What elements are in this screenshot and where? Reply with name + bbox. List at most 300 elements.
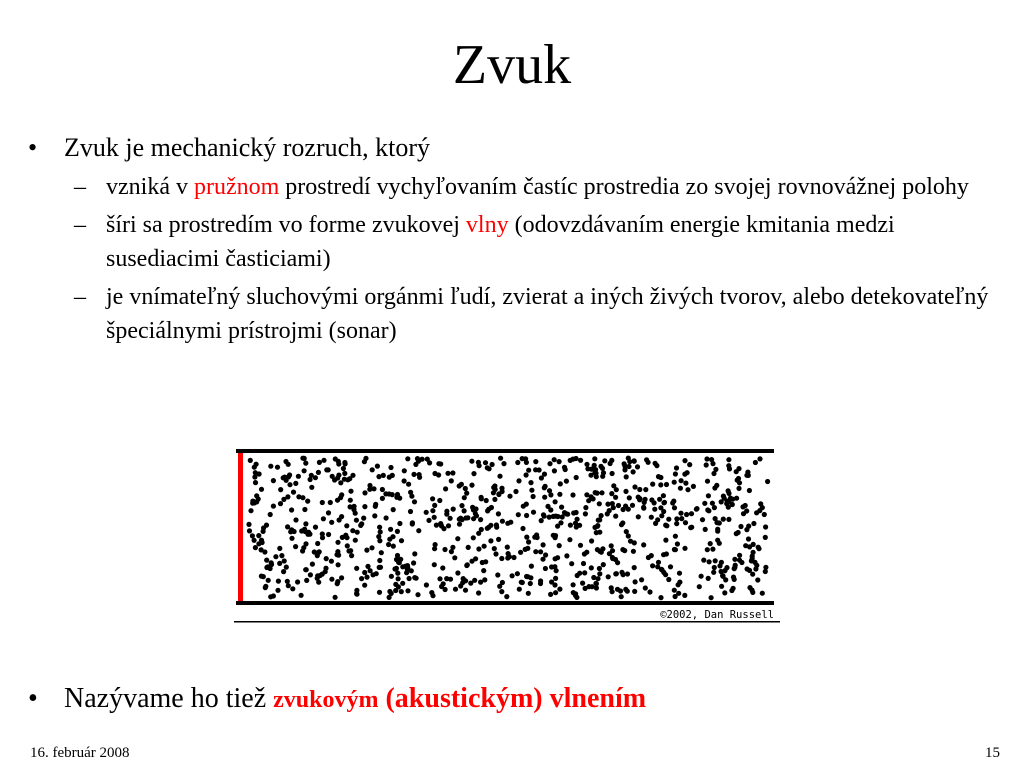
particle-dot — [339, 514, 344, 519]
particle-dot — [469, 483, 474, 488]
particle-dot — [632, 565, 637, 570]
particle-dot — [408, 490, 413, 495]
particle-dot — [580, 581, 585, 586]
particle-dot — [643, 585, 648, 590]
particle-dot — [765, 479, 770, 484]
particle-dot — [377, 590, 382, 595]
particle-dot — [670, 500, 675, 505]
particle-dot — [618, 588, 623, 593]
particle-dot — [520, 580, 525, 585]
sub-bullet-2-after: (odovzdávaním energie kmitania medzi susediacimi časticiami) — [106, 212, 895, 272]
particle-dot — [533, 459, 538, 464]
particle-dot — [290, 586, 295, 591]
particle-dot — [455, 536, 460, 541]
particle-dot — [381, 473, 386, 478]
particle-dot — [315, 576, 320, 581]
particle-dot — [377, 558, 382, 563]
particle-dot — [676, 582, 681, 587]
particle-dot — [433, 542, 438, 547]
particle-dot — [449, 478, 454, 483]
particle-dot — [674, 465, 679, 470]
particle-dot — [574, 510, 579, 515]
particle-dot — [599, 513, 604, 518]
particle-dot — [465, 562, 470, 567]
particle-dot — [271, 593, 276, 598]
particle-dot — [317, 460, 322, 465]
particle-dot — [517, 587, 522, 592]
particle-dot — [289, 507, 294, 512]
particle-dot — [731, 575, 736, 580]
particle-dot — [687, 462, 692, 467]
particle-dot — [658, 595, 663, 600]
particle-dot — [415, 592, 420, 597]
particle-dot — [473, 556, 478, 561]
particle-dot — [753, 460, 758, 465]
particle-dot — [399, 538, 404, 543]
particle-dot — [708, 541, 713, 546]
bullet-main — [28, 130, 1008, 348]
particle-dot — [513, 489, 518, 494]
particle-dot — [329, 559, 334, 564]
particle-dot — [623, 587, 628, 592]
particle-dot — [516, 512, 521, 517]
particle-dot — [394, 566, 399, 571]
particle-dot — [763, 524, 768, 529]
sound-wave-particle-animation — [234, 446, 780, 624]
particle-dot — [341, 466, 346, 471]
particle-dot — [706, 576, 711, 581]
particle-dot — [641, 506, 646, 511]
particle-dot — [491, 490, 496, 495]
particle-dot — [296, 494, 301, 499]
particle-dot — [338, 495, 343, 500]
particle-dot — [380, 487, 385, 492]
particle-dot — [391, 544, 396, 549]
particle-dot — [424, 510, 429, 515]
particle-dot — [541, 512, 546, 517]
particle-dot — [287, 482, 292, 487]
particle-dot — [538, 549, 543, 554]
particle-dot — [476, 531, 481, 536]
particle-dot — [672, 480, 677, 485]
particle-dot — [740, 504, 745, 509]
particle-dot — [643, 487, 648, 492]
sub-bullet-3-text: je vnímateľný sluchovými orgánmi ľudí, zvierat a iných živých tvorov, alebo detekovateľný špeciálnymi prístrojmi (sonar) — [106, 284, 989, 344]
particle-dot — [252, 538, 257, 543]
particle-dot — [511, 555, 516, 560]
particle-dot — [499, 486, 504, 491]
particle-dot — [303, 461, 308, 466]
particle-dot — [437, 498, 442, 503]
particle-dot — [316, 470, 321, 475]
particle-dot — [362, 570, 367, 575]
particle-dot — [543, 484, 548, 489]
particle-dot — [559, 505, 564, 510]
particle-dot — [363, 456, 368, 461]
particle-dot — [370, 467, 375, 472]
particle-dot — [571, 582, 576, 587]
particle-dot — [715, 529, 720, 534]
particle-dot — [465, 515, 470, 520]
particle-dot — [548, 592, 553, 597]
particle-dot — [763, 535, 768, 540]
particle-dot — [641, 542, 646, 547]
particle-dot — [348, 489, 353, 494]
particle-dot — [703, 527, 708, 532]
particle-dot — [553, 590, 558, 595]
particle-dot — [607, 508, 612, 513]
particle-dot — [328, 500, 333, 505]
particle-dot — [737, 480, 742, 485]
particle-dot — [485, 526, 490, 531]
particle-dot — [676, 591, 681, 596]
particle-dot — [666, 517, 671, 522]
particle-dot — [391, 507, 396, 512]
particle-dot — [405, 588, 410, 593]
particle-dot — [578, 543, 583, 548]
particle-dot — [674, 521, 679, 526]
particle-dot — [647, 589, 652, 594]
particle-dot — [342, 477, 347, 482]
particle-dot — [299, 593, 304, 598]
particle-dot — [443, 486, 448, 491]
particle-dot — [496, 492, 501, 497]
particle-dot — [430, 508, 435, 513]
particle-dot — [610, 589, 615, 594]
particle-dot — [345, 543, 350, 548]
particle-dot — [507, 554, 512, 559]
particle-dot — [751, 542, 756, 547]
particle-dot — [682, 458, 687, 463]
particle-dot — [616, 503, 621, 508]
particle-dot — [336, 562, 341, 567]
particle-dot — [476, 590, 481, 595]
particle-dot — [592, 456, 597, 461]
particle-dot — [631, 549, 636, 554]
particle-dot — [737, 558, 742, 563]
particle-dot — [498, 456, 503, 461]
particle-dot — [291, 490, 296, 495]
particle-dot — [308, 572, 313, 577]
tube-top-wall — [236, 449, 774, 453]
particle-dot — [557, 492, 562, 497]
sub-bullet-list — [64, 170, 1008, 348]
particle-dot — [480, 560, 485, 565]
particle-dot — [705, 479, 710, 484]
particle-dot — [666, 577, 671, 582]
particle-dot — [304, 578, 309, 583]
particle-dot — [336, 459, 341, 464]
particle-dot — [553, 533, 558, 538]
particle-dot — [374, 571, 379, 576]
particle-dot — [448, 577, 453, 582]
particle-dot — [262, 549, 267, 554]
particle-dot — [315, 541, 320, 546]
particle-dot — [632, 540, 637, 545]
particle-dot — [684, 512, 689, 517]
particle-dot — [324, 467, 329, 472]
particle-dot — [523, 547, 528, 552]
particle-dot — [632, 589, 637, 594]
particle-dot — [597, 566, 602, 571]
particle-dot — [275, 465, 280, 470]
dash-mark: – — [74, 174, 86, 200]
bullet-list — [28, 130, 1008, 348]
particle-dot — [342, 471, 347, 476]
particle-dot — [699, 574, 704, 579]
particle-dot — [597, 501, 602, 506]
particle-dot — [694, 506, 699, 511]
particle-dot — [393, 588, 398, 593]
particle-dot — [483, 460, 488, 465]
particle-dot — [560, 514, 565, 519]
particle-dot — [697, 584, 702, 589]
particle-dot — [583, 511, 588, 516]
particle-dot — [675, 541, 680, 546]
particle-dot — [264, 558, 269, 563]
particle-dot — [379, 550, 384, 555]
particle-dot — [271, 504, 276, 509]
particle-dot — [462, 508, 467, 513]
particle-dot — [373, 504, 378, 509]
particle-dot — [564, 553, 569, 558]
particle-dot — [281, 569, 286, 574]
particle-dot — [448, 516, 453, 521]
particle-dot — [389, 574, 394, 579]
particle-dot — [478, 580, 483, 585]
particle-dot — [702, 501, 707, 506]
particle-dot — [263, 585, 268, 590]
particle-dot — [751, 521, 756, 526]
particle-dot — [476, 460, 481, 465]
particle-dot — [570, 492, 575, 497]
particle-dot — [429, 590, 434, 595]
particle-dot — [619, 570, 624, 575]
particle-dot — [528, 575, 533, 580]
particle-dot — [302, 468, 307, 473]
particle-dot — [388, 527, 393, 532]
particle-dot — [293, 544, 298, 549]
particle-dot — [300, 456, 305, 461]
particle-dot — [446, 523, 451, 528]
particle-dot — [412, 575, 417, 580]
particle-dot — [436, 461, 441, 466]
particle-dot — [437, 576, 442, 581]
particle-dot — [430, 496, 435, 501]
particle-dot — [520, 526, 525, 531]
particle-dot — [524, 513, 529, 518]
particle-dot — [717, 563, 722, 568]
particle-dot — [747, 488, 752, 493]
particle-dot — [383, 491, 388, 496]
particle-dot — [320, 500, 325, 505]
particle-dot — [336, 553, 341, 558]
particle-dot — [700, 517, 705, 522]
particle-dot — [490, 462, 495, 467]
particle-dot — [673, 471, 678, 476]
particle-dot — [455, 570, 460, 575]
particle-dot — [552, 582, 557, 587]
particle-dot — [335, 581, 340, 586]
bullet-main-text: Zvuk je mechanický rozruch, ktorý — [64, 133, 431, 162]
particle-dot — [303, 567, 308, 572]
particle-dot — [420, 457, 425, 462]
particle-dot — [407, 576, 412, 581]
particle-dot — [406, 482, 411, 487]
particle-dot — [457, 522, 462, 527]
sub-bullet-3 — [28, 280, 1008, 348]
particle-dot — [567, 537, 572, 542]
particle-dot — [663, 538, 668, 543]
particle-dot — [637, 496, 642, 501]
particle-dot — [329, 520, 334, 525]
particle-dot — [626, 464, 631, 469]
particle-dot — [531, 494, 536, 499]
particle-dot — [591, 575, 596, 580]
particle-dot — [376, 534, 381, 539]
particle-dot — [590, 584, 595, 589]
particle-dot — [518, 550, 523, 555]
particle-dot — [539, 475, 544, 480]
particle-dot — [602, 458, 607, 463]
particle-dot — [707, 559, 712, 564]
particle-dot — [377, 525, 382, 530]
particle-dot — [583, 505, 588, 510]
particle-dot — [354, 566, 359, 571]
particle-dot — [451, 507, 456, 512]
particle-dot — [609, 491, 614, 496]
particle-dot — [395, 571, 400, 576]
particle-dot — [313, 525, 318, 530]
particle-dot — [557, 543, 562, 548]
particle-dot — [704, 456, 709, 461]
particle-dot — [763, 569, 768, 574]
sub-bullet-2-highlight: vlny — [465, 212, 509, 238]
particle-dot — [285, 579, 290, 584]
particle-dot — [573, 521, 578, 526]
particle-dot — [526, 591, 531, 596]
particle-dot — [633, 579, 638, 584]
particle-dot — [248, 508, 253, 513]
particle-dot — [305, 499, 310, 504]
particle-dot — [679, 478, 684, 483]
particle-dot — [568, 523, 573, 528]
particle-dot — [302, 507, 307, 512]
particle-dot — [247, 528, 252, 533]
particle-dot — [689, 511, 694, 516]
bullet-bottom-highlight-1: zvukovým — [273, 687, 379, 713]
particle-dot — [655, 517, 660, 522]
particle-dot — [650, 563, 655, 568]
particle-dot — [339, 575, 344, 580]
particle-dot — [736, 476, 741, 481]
particle-dot — [584, 550, 589, 555]
particle-dot — [308, 477, 313, 482]
particle-dot — [369, 545, 374, 550]
particle-dot — [664, 523, 669, 528]
particle-dot — [737, 553, 742, 558]
particle-dot — [610, 555, 615, 560]
particle-dot — [342, 460, 347, 465]
tube-bottom-wall — [236, 601, 774, 605]
particle-dot — [246, 522, 251, 527]
particle-dot — [672, 588, 677, 593]
particle-dot — [727, 466, 732, 471]
particle-dot — [720, 573, 725, 578]
particle-dot — [329, 577, 334, 582]
particle-dot — [722, 590, 727, 595]
particle-dot — [627, 495, 632, 500]
particle-dot — [482, 544, 487, 549]
particle-dot — [470, 505, 475, 510]
particle-dot — [685, 487, 690, 492]
particle-dot — [440, 565, 445, 570]
particle-dot — [293, 481, 298, 486]
particle-dot — [705, 547, 710, 552]
sub-bullet-1-highlight: pružnom — [193, 174, 280, 200]
particle-dot — [672, 505, 677, 510]
particle-dot — [589, 494, 594, 499]
particle-dot — [266, 578, 271, 583]
particle-dot — [747, 585, 752, 590]
particle-dot — [625, 571, 630, 576]
particle-dot — [479, 495, 484, 500]
particle-dot — [402, 468, 407, 473]
particle-dot — [677, 571, 682, 576]
particle-dot — [400, 581, 405, 586]
particle-dot — [293, 517, 298, 522]
particle-dot — [683, 520, 688, 525]
particle-dot — [726, 491, 731, 496]
particle-dot — [745, 470, 750, 475]
particle-dot — [609, 543, 614, 548]
particle-dot — [541, 542, 546, 547]
particle-dot — [683, 481, 688, 486]
particle-dot — [268, 566, 273, 571]
particle-dot — [557, 459, 562, 464]
particle-dot — [323, 566, 328, 571]
particle-dot — [261, 574, 266, 579]
particle-dot — [538, 581, 543, 586]
particle-dot — [711, 570, 716, 575]
particle-dot — [256, 541, 261, 546]
particle-dot — [378, 529, 383, 534]
particle-dot — [547, 461, 552, 466]
particle-dot — [362, 583, 367, 588]
particle-dot — [450, 470, 455, 475]
particle-dot — [397, 521, 402, 526]
particle-dot — [380, 496, 385, 501]
particle-dot — [688, 525, 693, 530]
particle-dot — [701, 558, 706, 563]
particle-dot — [732, 557, 737, 562]
particle-dot — [762, 512, 767, 517]
particle-dot — [279, 553, 284, 558]
particle-dot — [531, 510, 536, 515]
particle-dot — [594, 581, 599, 586]
particle-dot — [388, 465, 393, 470]
particle-dot — [635, 464, 640, 469]
particle-dot — [354, 588, 359, 593]
particle-dot — [526, 468, 531, 473]
particle-dot — [351, 507, 356, 512]
particle-dot — [528, 480, 533, 485]
particle-dot — [529, 564, 534, 569]
particle-dot — [601, 470, 606, 475]
particle-dot — [592, 470, 597, 475]
sub-bullet-2-before: šíri sa prostredím vo forme zvukovej — [106, 212, 466, 238]
particle-dot — [362, 490, 367, 495]
